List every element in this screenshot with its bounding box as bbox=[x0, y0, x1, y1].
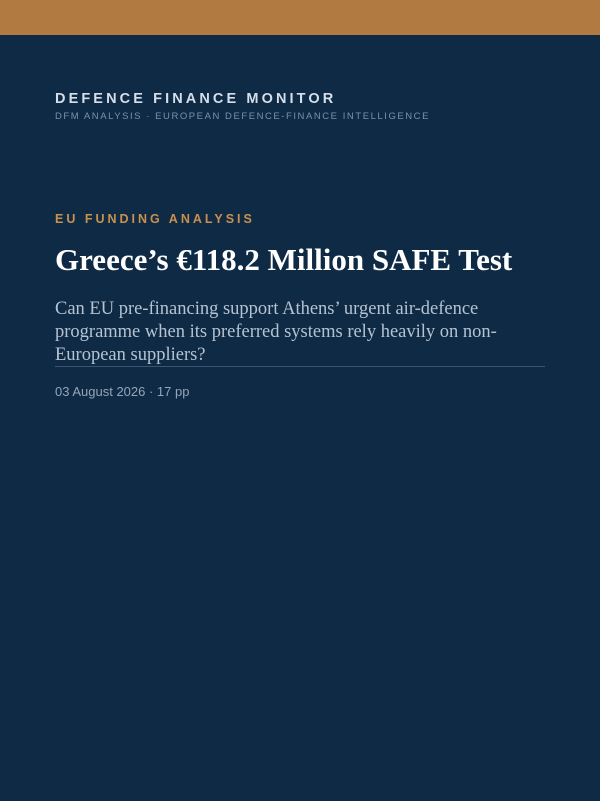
publication-tagline: DFM ANALYSIS · EUROPEAN DEFENCE-FINANCE INTELLIGENCE bbox=[55, 111, 430, 122]
article-meta: 03 August 2026 · 17 pp bbox=[55, 384, 190, 399]
masthead bbox=[55, 90, 545, 123]
article-standfirst: Can EU pre-financing support Athens’ urgent air-defence programme when its preferred systems rely heavily on non-European suppliers? bbox=[55, 299, 497, 365]
section-kicker: EU FUNDING ANALYSIS bbox=[55, 212, 255, 226]
article-headline: Greece’s €118.2 Million SAFE Test bbox=[55, 242, 513, 277]
top-accent-band bbox=[0, 0, 600, 35]
publication-name: DEFENCE FINANCE MONITOR bbox=[55, 91, 337, 107]
divider bbox=[55, 366, 545, 367]
